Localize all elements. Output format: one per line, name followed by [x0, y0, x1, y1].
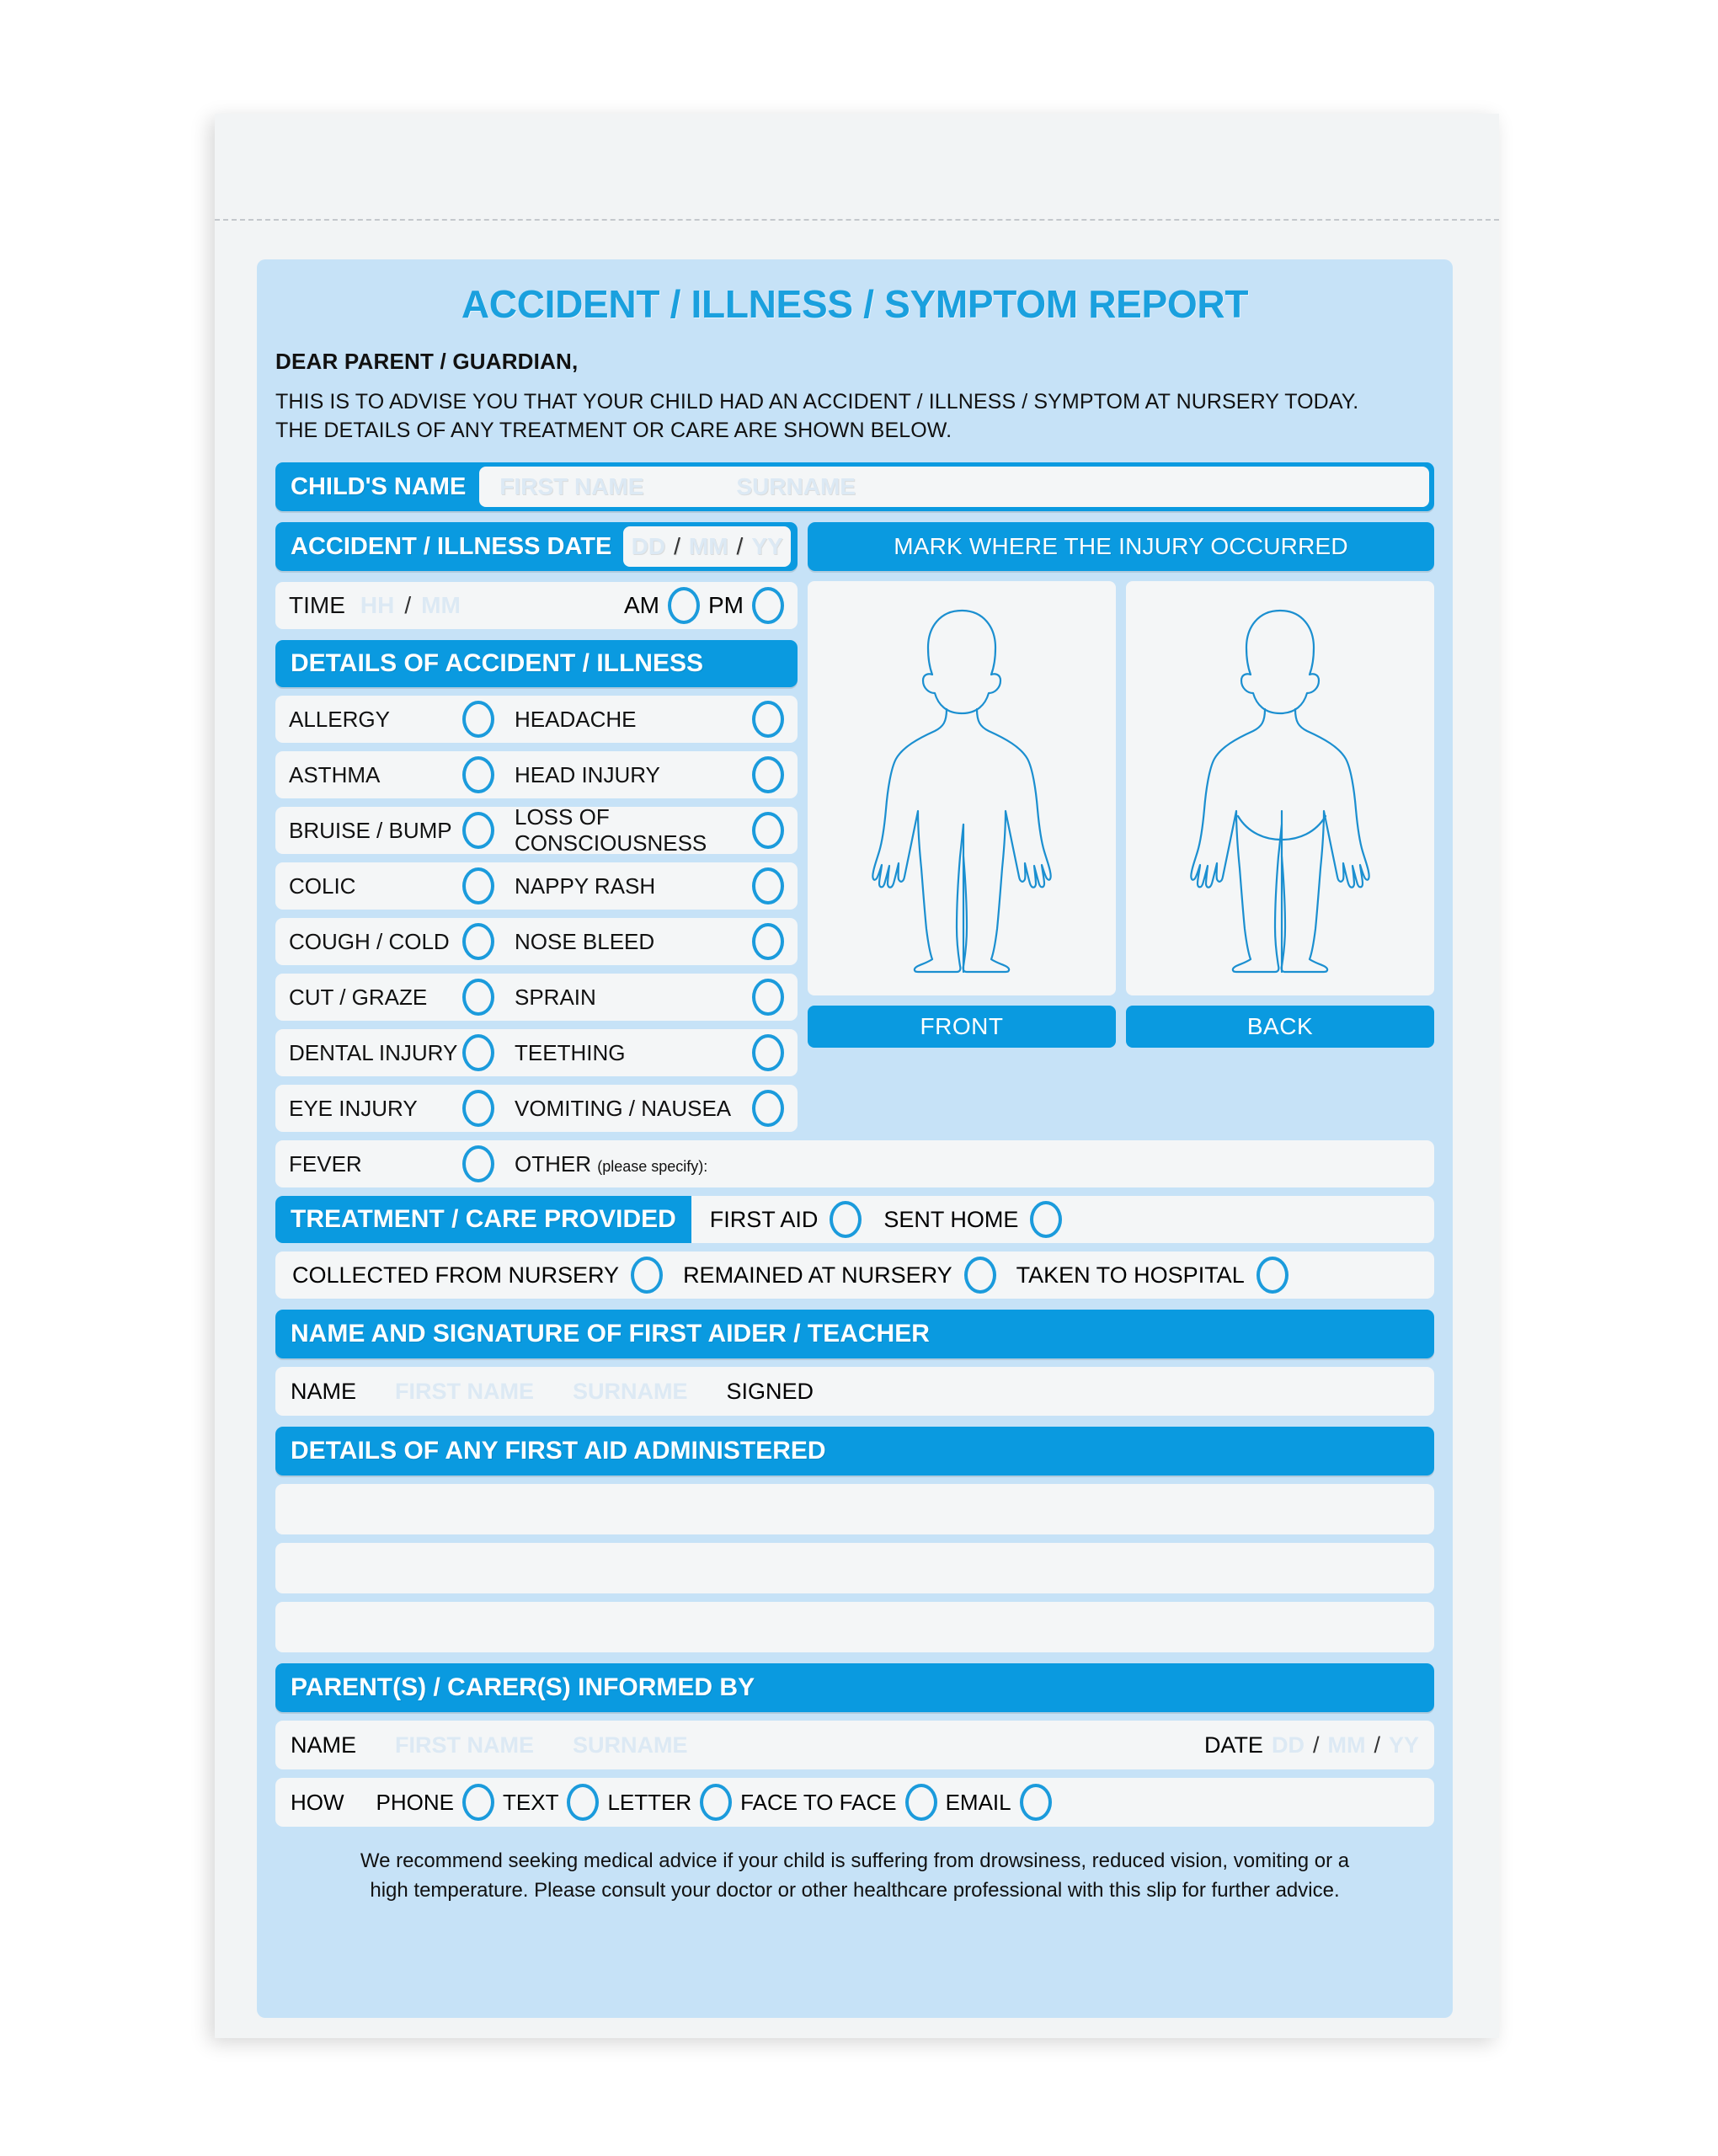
symptom-list — [275, 696, 798, 1132]
salutation: DEAR PARENT / GUARDIAN, — [275, 349, 579, 374]
where-radio-hospital[interactable] — [1256, 1257, 1288, 1294]
how-option-label: FACE TO FACE — [740, 1789, 897, 1815]
first-aid-detail-line[interactable] — [275, 1602, 1434, 1652]
advisory-line-2: THE DETAILS OF ANY TREATMENT OR CARE ARE SHOWN BELOW. — [275, 419, 952, 442]
symptom-row — [275, 751, 798, 798]
how-option-label: LETTER — [607, 1789, 692, 1815]
symptom-radio-left[interactable] — [462, 867, 494, 905]
symptom-radio-right[interactable] — [752, 979, 784, 1016]
symptom-radio-fever[interactable] — [462, 1145, 494, 1182]
footer-line-2: high temperature. Please consult your doctor or other healthcare professional with this slip for further advice. — [370, 1878, 1340, 1902]
first-aid-details-lines — [275, 1484, 1434, 1652]
parent-informed-name-row — [275, 1721, 1434, 1769]
date-sep-2: / — [736, 533, 744, 559]
parent-date-mm-placeholder[interactable]: MM — [1327, 1732, 1366, 1758]
how-option-radio[interactable] — [700, 1784, 732, 1821]
symptom-label-left: COUGH / COLD — [289, 928, 450, 954]
accident-date-input[interactable] — [623, 526, 791, 567]
accident-report-form — [257, 259, 1453, 2018]
symptom-radio-left[interactable] — [462, 756, 494, 793]
time-sep: / — [404, 592, 412, 618]
how-options — [376, 1784, 1052, 1821]
how-option-radio[interactable] — [1020, 1784, 1052, 1821]
front-label[interactable]: FRONT — [808, 1006, 1116, 1048]
parent-informed-header: PARENT(S) / CARER(S) INFORMED BY — [275, 1663, 1434, 1712]
first-aid-details-header: DETAILS OF ANY FIRST AID ADMINISTERED — [275, 1427, 1434, 1476]
where-label-collected: COLLECTED FROM NURSERY — [292, 1262, 620, 1288]
first-aid-detail-line[interactable] — [275, 1484, 1434, 1534]
symptom-radio-left[interactable] — [462, 979, 494, 1016]
time-row — [275, 582, 798, 629]
accident-date-row — [275, 522, 798, 571]
symptom-label-fever: FEVER — [289, 1150, 362, 1177]
treatment-label-first-aid: FIRST AID — [709, 1206, 819, 1232]
symptom-radio-right[interactable] — [752, 923, 784, 960]
perforation-line — [215, 219, 1499, 221]
treatment-radio-first-aid[interactable] — [830, 1201, 862, 1238]
symptom-label-right: LOSS OF CONSCIOUSNESS — [515, 804, 707, 856]
body-diagram-labels — [808, 1006, 1434, 1048]
left-column — [275, 522, 798, 1132]
how-option-radio[interactable] — [462, 1784, 494, 1821]
symptom-radio-left[interactable] — [462, 923, 494, 960]
treatment-where-row — [275, 1251, 1434, 1299]
am-label: AM — [624, 592, 659, 618]
pm-label: PM — [708, 592, 744, 618]
accident-date-label: ACCIDENT / ILLNESS DATE — [291, 532, 612, 560]
child-name-row — [275, 462, 1434, 511]
symptom-label-left: CUT / GRAZE — [289, 984, 428, 1010]
symptom-radio-right[interactable] — [752, 756, 784, 793]
symptom-row — [275, 1029, 798, 1076]
date-yy-placeholder: YY — [751, 533, 783, 559]
child-name-label: CHILD'S NAME — [291, 472, 467, 500]
am-radio[interactable] — [668, 587, 700, 624]
child-surname-placeholder: SURNAME — [736, 473, 856, 499]
symptom-label-left: ASTHMA — [289, 761, 381, 787]
first-aider-surname-placeholder[interactable]: SURNAME — [573, 1378, 688, 1404]
symptom-label-right: NOSE BLEED — [515, 928, 655, 954]
time-hh-placeholder[interactable]: HH — [360, 592, 395, 618]
treatment-header: TREATMENT / CARE PROVIDED — [275, 1196, 691, 1243]
symptom-row-other — [275, 1140, 1434, 1187]
where-radio-collected[interactable] — [631, 1257, 663, 1294]
advisory-line-1: THIS IS TO ADVISE YOU THAT YOUR CHILD HAD AN ACCIDENT / ILLNESS / SYMPTOM AT NURSERY TODAY. — [275, 390, 1359, 414]
back-body-diagram[interactable] — [1126, 581, 1434, 995]
symptom-row — [275, 696, 798, 743]
how-option-label: TEXT — [503, 1789, 559, 1815]
back-body-outline — [1187, 599, 1373, 978]
symptom-radio-left[interactable] — [462, 1090, 494, 1127]
parent-date-label: DATE — [1203, 1732, 1263, 1758]
how-label: HOW — [291, 1789, 344, 1815]
first-aider-header: NAME AND SIGNATURE OF FIRST AIDER / TEACHER — [275, 1310, 1434, 1358]
symptom-label-left: ALLERGY — [289, 706, 390, 732]
date-sep-1: / — [674, 533, 680, 559]
parent-informed-how-row — [275, 1778, 1434, 1827]
treatment-options — [691, 1196, 1434, 1243]
am-pm-group — [624, 587, 784, 624]
how-option-label: PHONE — [376, 1789, 455, 1815]
front-body-outline — [869, 599, 1054, 978]
symptom-row — [275, 804, 798, 856]
symptom-radio-right[interactable] — [752, 701, 784, 738]
injury-map-column — [808, 522, 1434, 1132]
symptom-row — [275, 974, 798, 1021]
middle-section — [275, 522, 1434, 1132]
parent-first-name-placeholder[interactable]: FIRST NAME — [395, 1732, 535, 1758]
symptom-label-left: EYE INJURY — [289, 1095, 418, 1121]
parent-date-dd-placeholder[interactable]: DD — [1271, 1732, 1305, 1758]
parent-surname-placeholder[interactable]: SURNAME — [573, 1732, 688, 1758]
symptom-row — [275, 918, 798, 965]
symptom-radio-left[interactable] — [462, 812, 494, 849]
treatment-label-sent-home: SENT HOME — [883, 1206, 1019, 1232]
symptom-row — [275, 1085, 798, 1132]
symptom-label-left: BRUISE / BUMP — [289, 817, 452, 843]
parent-date-sep-2: / — [1374, 1732, 1380, 1758]
symptom-label-right: TEETHING — [515, 1039, 626, 1065]
treatment-row — [275, 1196, 1434, 1243]
other-sub-label: (please specify): — [597, 1157, 708, 1175]
symptom-label-left: COLIC — [289, 873, 356, 899]
first-aider-signed-label: SIGNED — [726, 1378, 814, 1404]
details-header: DETAILS OF ACCIDENT / ILLNESS — [275, 640, 798, 687]
symptom-radio-right[interactable] — [752, 1090, 784, 1127]
symptom-radio-right[interactable] — [752, 867, 784, 905]
parent-date-sep-1: / — [1312, 1732, 1320, 1758]
parent-date-yy-placeholder[interactable]: YY — [1388, 1732, 1419, 1758]
symptom-radio-left[interactable] — [462, 701, 494, 738]
treatment-radio-sent-home[interactable] — [1030, 1201, 1062, 1238]
back-label[interactable]: BACK — [1126, 1006, 1434, 1048]
symptom-label-right: HEAD INJURY — [515, 761, 660, 787]
symptom-label-right: VOMITING / NAUSEA — [515, 1095, 732, 1121]
how-option-radio[interactable] — [905, 1784, 937, 1821]
first-aider-first-name-placeholder[interactable]: FIRST NAME — [395, 1378, 535, 1404]
injury-map-header: MARK WHERE THE INJURY OCCURRED — [808, 522, 1434, 571]
symptom-label-right: SPRAIN — [515, 984, 596, 1010]
symptom-label-other — [515, 1151, 1421, 1177]
how-option-label: EMAIL — [945, 1789, 1011, 1815]
symptom-label-right: NAPPY RASH — [515, 873, 656, 899]
first-aider-row — [275, 1367, 1434, 1416]
footer-note — [275, 1838, 1434, 1918]
parent-name-label: NAME — [291, 1732, 357, 1758]
symptom-radio-left[interactable] — [462, 1034, 494, 1071]
time-mm-placeholder[interactable]: MM — [421, 592, 461, 618]
first-aider-name-label: NAME — [291, 1378, 357, 1404]
where-label-hospital: TAKEN TO HOSPITAL — [1016, 1262, 1245, 1288]
other-main-label: OTHER — [515, 1150, 591, 1177]
front-body-diagram[interactable] — [808, 581, 1116, 995]
child-name-input[interactable] — [479, 467, 1429, 507]
body-diagrams — [808, 581, 1434, 995]
pm-radio[interactable] — [752, 587, 784, 624]
where-label-remained: REMAINED AT NURSERY — [683, 1262, 952, 1288]
footer-line-1: We recommend seeking medical advice if your child is suffering from drowsiness, reduced vision, vomiting or a — [360, 1849, 1350, 1872]
first-aid-detail-line[interactable] — [275, 1543, 1434, 1593]
symptom-row — [275, 862, 798, 910]
child-first-name-placeholder: FIRST NAME — [499, 473, 644, 499]
time-label: TIME — [289, 592, 345, 618]
symptom-label-left: DENTAL INJURY — [289, 1039, 458, 1065]
date-dd-placeholder: DD — [631, 533, 666, 559]
how-option-radio[interactable] — [567, 1784, 599, 1821]
page-title: ACCIDENT / ILLNESS / SYMPTOM REPORT — [461, 282, 1249, 326]
where-radio-remained[interactable] — [964, 1257, 996, 1294]
symptom-radio-right[interactable] — [752, 1034, 784, 1071]
parent-date-group — [1204, 1732, 1419, 1758]
symptom-label-right: HEADACHE — [515, 706, 637, 732]
date-mm-placeholder: MM — [688, 533, 728, 559]
symptom-radio-right[interactable] — [752, 812, 784, 849]
